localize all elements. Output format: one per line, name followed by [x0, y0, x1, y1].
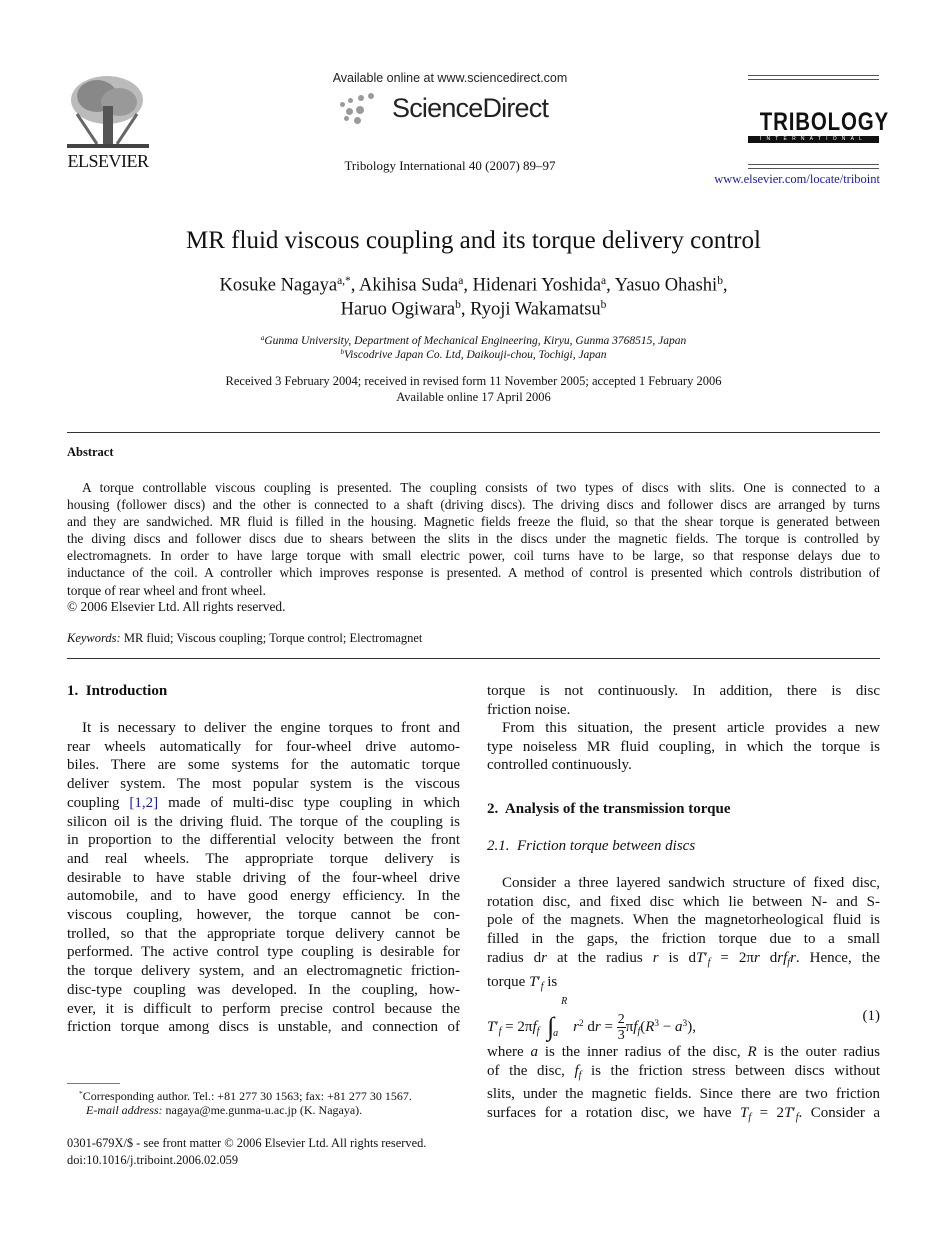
text-segment: r [541, 949, 547, 966]
author-affiliation-mark: b [717, 275, 723, 287]
author-separator: , [460, 299, 471, 320]
available-online-text: Available online at www.sciencedirect.com [332, 71, 568, 85]
text-line: inductance of the coil. A controller which improves response is presented. A method of control is presented which controls distribution of [67, 565, 880, 581]
text-line [487, 949, 880, 973]
eq-symbol: ), [687, 1019, 696, 1035]
author-separator: , [463, 275, 473, 296]
text-line: desirable to have stable driving of the four-wheel drive [67, 869, 460, 886]
text-line: and they are sandwiched. MR fluid is filled in the housing. Magnetic fields freeze the fluid, so that the shear torque is generated between [67, 514, 880, 530]
eq-symbol: ( [640, 1019, 646, 1035]
text-segment: f [578, 1069, 582, 1081]
text-segment: torque [487, 973, 530, 990]
eq-symbol: a [675, 1019, 683, 1035]
text-line: the torque delivery system, and an electromagnetic friction- [67, 963, 460, 980]
text-line: ever, it is difficult to perform precise control because the [67, 1000, 460, 1017]
text-line: rotation disc, and fixed disc which lie between N- and S- [487, 893, 880, 910]
eq-symbol: ′ [495, 1019, 499, 1035]
affiliation-a [67, 334, 880, 347]
author-separator: , [606, 275, 615, 296]
text-line [487, 1043, 880, 1062]
keywords [67, 631, 422, 646]
text-segment: . Consider a [798, 1105, 880, 1122]
text-line [67, 794, 460, 813]
text-segment: where [487, 1044, 531, 1060]
text-line: viscous coupling, however, the torque cannot be con- [67, 907, 460, 924]
keywords-text: MR fluid; Viscous coupling; Torque control; Electromagnet [120, 631, 423, 645]
author-line-1 [67, 275, 880, 296]
text-line: It is necessary to deliver the engine torques to front and [82, 720, 460, 736]
email-label: E-mail address: [86, 1103, 163, 1117]
text-segment: T [529, 973, 538, 990]
text-line: silicon oil is the driving fluid. The torque of the coupling is [67, 813, 460, 830]
text-segment: = 2π [710, 949, 754, 966]
text-segment: R [747, 1044, 757, 1060]
text-line: friction noise. [487, 701, 571, 718]
text-segment: surfaces for a rotation disc, we have [487, 1105, 741, 1122]
text-segment: is the outer radius [756, 1044, 880, 1060]
eq-symbol: f [536, 1026, 540, 1037]
text-line: type noiseless MR fluid coupling, in which the torque is [487, 738, 880, 755]
journal-citation: Tribology International 40 (2007) 89–97 [344, 158, 556, 173]
footnote-email [86, 1102, 362, 1118]
eq-symbol: − [659, 1019, 676, 1035]
equation-1 [487, 994, 880, 1044]
author-separator: , [350, 275, 360, 296]
text-line: A torque controllable viscous coupling is presented. The coupling consists of two types of discs with slits. One is connected to a [82, 480, 880, 495]
eq-symbol: π [625, 1019, 634, 1035]
text-line: automobile, and to have good energy efficiency. In the [67, 888, 460, 905]
text-line: deliver system. The most popular system is the viscous [67, 776, 460, 793]
journal-logo-sub: INTERNATIONAL [748, 136, 879, 143]
text-line [487, 1062, 880, 1086]
text-segment: d [759, 949, 778, 966]
text-segment: radius d [487, 949, 542, 966]
text-segment: of the disc, [487, 1062, 575, 1079]
integral-sign: ∫ [547, 1012, 555, 1041]
text-segment: f [787, 956, 791, 968]
author-affiliation-mark: a [601, 275, 607, 287]
text-segment: r [652, 949, 659, 966]
author-line-2 [67, 299, 880, 320]
text-line: Consider a three layered sandwich structure of fixed disc, [502, 875, 880, 891]
text-line: slits, under the magnetic fields. Since there are two friction [487, 1086, 880, 1103]
text-line: and real wheels. The appropriate torque delivery is [67, 850, 460, 867]
author-name: Akihisa Suda [359, 275, 459, 296]
text-line: controlled continuously. [487, 757, 632, 774]
text-line: rear wheels automatically for four-wheel drive automo- [67, 738, 460, 755]
text-segment: r [790, 949, 796, 966]
text-line: in proportion to the differential velocity between the front [67, 832, 460, 849]
eq-symbol: f [633, 1019, 638, 1035]
text-segment: at the radius [546, 949, 653, 966]
text-segment: ′ [704, 949, 708, 966]
author-affiliation-mark: a,* [337, 275, 351, 287]
eq-symbol: f [498, 1026, 502, 1037]
tribology-journal-logo [748, 75, 890, 170]
eq-symbol: = [600, 1019, 617, 1035]
author-name: Ryoji Wakamatsu [470, 299, 601, 320]
equation-number: (1) [862, 1008, 880, 1024]
intro-paragraph-1 [67, 719, 460, 1037]
eq-symbol: 3 [654, 1018, 660, 1029]
abstract-copyright: © 2006 Elsevier Ltd. All rights reserved. [67, 599, 286, 614]
footnote-mark: * [79, 1089, 83, 1098]
eq-symbol: f [532, 1019, 537, 1035]
author-name: Hidenari Yoshida [472, 275, 602, 296]
analysis-paragraph-1 [487, 874, 880, 996]
intro-paragraph-1-continued [487, 682, 880, 719]
text-segment: r [753, 949, 760, 966]
issn-line: 0301-679X/$ - see front matter © 2006 Elsevier Ltd. All rights reserved. [67, 1136, 427, 1150]
received-dates: Received 3 February 2004; received in revised form 11 November 2005; accepted 1 February 2006 [225, 374, 722, 388]
affiliation-text: Gunma University, Department of Mechanical Engineering, Kiryu, Gunma 3768515, Japan [264, 334, 687, 347]
text-line: housing (follower discs) and the other is connected to a shaft (driving discs). The driving discs and follower discs are arranged by turns [67, 497, 880, 513]
analysis-paragraph-2 [487, 1043, 880, 1128]
text-line [487, 973, 880, 997]
available-online-date: Available online 17 April 2006 [396, 390, 551, 404]
text-line: friction torque among discs is unstable, and connection of [67, 1019, 460, 1036]
subsection-heading-friction: 2.1. Friction torque between discs [487, 838, 696, 854]
text-line [487, 1104, 880, 1128]
keywords-label: Keywords: [67, 631, 121, 645]
author-separator: , [722, 275, 728, 296]
doi-line[interactable]: doi:10.1016/j.triboint.2006.02.059 [67, 1153, 239, 1167]
author-affiliation-mark: b [600, 299, 607, 311]
eq-symbol: = 2π [501, 1019, 533, 1035]
text-line: filled in the gaps, the friction torque due to a small [487, 931, 880, 948]
eq-symbol: 3 [682, 1018, 688, 1029]
text-segment: f [748, 1112, 752, 1124]
affiliation-text: Viscodrive Japan Co. Ltd, Daikouji-chou, Tochigi, Japan [344, 348, 607, 361]
text-line: biles. There are some systems for the automatic torque [67, 757, 460, 774]
page-title: MR fluid viscous coupling and its torque delivery control [186, 227, 761, 254]
text-segment: r [777, 949, 784, 966]
affiliation-mark: b [340, 348, 344, 356]
divider-top [67, 432, 880, 433]
publisher-name: ELSEVIER [67, 151, 149, 171]
author-name: Haruo Ogiwara [340, 299, 456, 320]
text-segment: f [540, 980, 544, 992]
text-line: electromagnets. In order to have large torque with small electric power, coil turns have to be large, so that response delays due to [67, 548, 880, 564]
text-segment: T [740, 1105, 749, 1122]
eq-upper-limit: R [561, 996, 568, 1007]
text-segment: ′ [792, 1105, 796, 1122]
text-line: performed. The active control type coupling is desirable for [67, 944, 460, 961]
text-segment: T [696, 949, 705, 966]
intro-paragraph-2 [487, 719, 880, 775]
text-line: the diving discs and follower discs due to shears between the slits in the discs under the magnetic fields. The torque is controlled by [67, 531, 880, 547]
elsevier-tree-logo [67, 74, 149, 150]
text-line: torque of rear wheel and front wheel. [67, 582, 266, 598]
eq-lower-limit: a [553, 1028, 559, 1039]
affiliation-mark: a [260, 334, 265, 342]
section-heading-analysis: 2. Analysis of the transmission torque [487, 801, 731, 817]
text-segment: is the inner radius of the disc, [538, 1044, 748, 1060]
text-line: torque is not continuously. In addition, there is disc [487, 683, 880, 699]
divider-bottom [67, 658, 880, 659]
author-affiliation-mark: b [455, 299, 461, 311]
eq-symbol: d [583, 1019, 595, 1035]
sciencedirect-logo[interactable] [338, 90, 560, 128]
text-segment: coupling [67, 794, 130, 811]
text-segment: f [707, 956, 711, 968]
footnote-rule [67, 1083, 120, 1084]
eq-symbol: 2 [579, 1018, 584, 1029]
email-link[interactable]: nagaya@me.gunma-u.ac.jp (K. Nagaya). [162, 1103, 363, 1117]
eq-symbol: T [487, 1019, 496, 1035]
text-segment: f [574, 1062, 579, 1079]
text-segment: is [543, 973, 558, 990]
text-segment: made of multi-disc type coupling in which [158, 794, 460, 811]
text-segment: = 2 [751, 1105, 785, 1122]
citation-link[interactable]: [1,2] [129, 794, 159, 811]
text-segment: is the friction stress between discs without [581, 1062, 881, 1079]
affiliation-b [67, 348, 880, 361]
author-name: Yasuo Ohashi [614, 275, 718, 296]
abstract-text [67, 479, 880, 599]
text-segment: ′ [537, 973, 541, 990]
text-segment: T [784, 1105, 793, 1122]
journal-logo-main: TRIBOLOGY [759, 108, 890, 136]
eq-symbol: r [573, 1019, 579, 1035]
text-segment: a [530, 1044, 539, 1060]
text-line: disc-type coupling was developed. In the coupling, how- [67, 981, 460, 998]
footnote-text: Corresponding author. Tel.: +81 277 30 1563; fax: +81 277 30 1567. [82, 1089, 412, 1104]
section-heading-introduction: 1. Introduction [67, 683, 168, 699]
author-affiliation-mark: a [458, 275, 464, 287]
text-segment: f [795, 1112, 799, 1124]
abstract-heading: Abstract [67, 445, 114, 459]
sciencedirect-wordmark: ScienceDirect [392, 93, 549, 123]
text-line: trolled, so that the appropriate torque delivery cannot be [67, 925, 460, 942]
eq-symbol: f [637, 1026, 641, 1037]
fraction-denominator: 3 [617, 1028, 625, 1044]
text-segment: f [783, 949, 788, 966]
journal-url-link[interactable]: www.elsevier.com/locate/triboint [714, 172, 880, 186]
author-name: Kosuke Nagaya [219, 275, 338, 296]
fraction-numerator: 2 [617, 1012, 625, 1028]
eq-symbol: R [645, 1019, 655, 1035]
eq-symbol: r [594, 1019, 601, 1035]
text-segment: is d [658, 949, 697, 966]
text-line: From this situation, the present article provides a new [502, 720, 880, 736]
text-segment: . Hence, the [795, 949, 880, 966]
text-line: pole of the magnets. When the magnetorheological fluid is [487, 912, 880, 929]
